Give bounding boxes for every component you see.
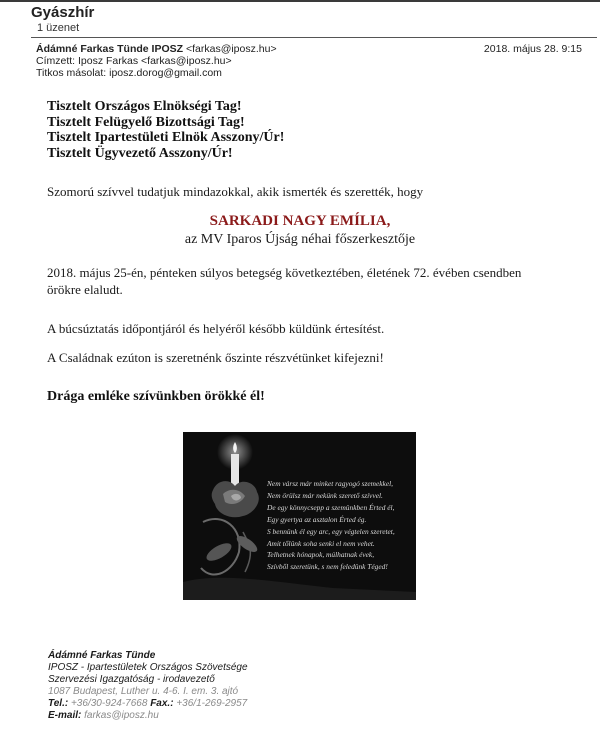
- death-notice-line: 2018. május 25-én, pénteken súlyos betegség következtében, életének 72. évében csendben: [47, 265, 522, 280]
- leaf-icon: [204, 540, 234, 564]
- poem-line: Egy gyertya az asztalon Érted ég.: [267, 514, 367, 524]
- memorial-card: [183, 432, 416, 600]
- header-divider: [31, 37, 597, 38]
- salutation-line: Tisztelt Felügyelő Bizottsági Tag!: [47, 114, 245, 130]
- sender-address[interactable]: <farkas@iposz.hu>: [183, 43, 277, 55]
- signature-organization: IPOSZ - Ipartestületek Országos Szövetsége: [48, 662, 248, 673]
- memorial-poem: [267, 478, 413, 573]
- deceased-role: az MV Iparos Újság néhai főszerkesztője: [184, 232, 416, 247]
- deceased-name: SARKADI NAGY EMÍLIA,: [209, 213, 391, 229]
- closing-line: Drága emléke szívünkben örökké él!: [47, 389, 265, 404]
- email-address-link[interactable]: farkas@iposz.hu: [81, 710, 159, 721]
- poem-line: Telhetnek hónapok, múlhatnak évek,: [267, 550, 375, 560]
- signature-address: 1087 Budapest, Luther u. 4-6. I. em. 3. ajtó: [48, 686, 239, 697]
- death-notice-line: örökre elaludt.: [47, 282, 123, 297]
- email-subject: Gyászhír: [31, 4, 95, 21]
- card-shadow: [183, 578, 416, 600]
- salutation-block: [47, 99, 284, 161]
- fax-number: +36/1-269-2957: [173, 698, 248, 709]
- signature-email-line: [48, 710, 159, 721]
- sender-name: Ádámné Farkas Tünde IPOSZ: [36, 43, 184, 55]
- sender-line: [36, 43, 277, 55]
- phone-label: Tel.:: [48, 698, 69, 709]
- funeral-notice: A búcsúztatás időpontjáról és helyéről később küldünk értesítést.: [47, 321, 385, 336]
- phone-number[interactable]: +36/30-924-7668: [68, 698, 148, 709]
- poem-line: S bennünk él egy arc, egy végtelen szeretet,: [267, 526, 395, 536]
- salutation-line: Tisztelt Ipartestületi Elnök Asszony/Úr!: [47, 130, 285, 145]
- signature-name: Ádámné Farkas Tünde: [48, 650, 156, 661]
- poem-line: De egy könnycsepp a szemünkben Érted él,: [267, 502, 395, 512]
- poem-line: Amit tőlünk soha senki el nem vehet.: [267, 538, 375, 548]
- condolence-line: A Családnak ezúton is szeretnénk őszinte részvétünket kifejezni!: [47, 350, 384, 365]
- poem-line: Nem vársz már minket ragyogó szemekkel,: [267, 479, 394, 488]
- salutation-line: Tisztelt Országos Elnökségi Tag!: [47, 99, 242, 114]
- signature-department: Szervezési Igazgatóság - irodavezető: [48, 674, 215, 685]
- top-rule: [0, 0, 600, 2]
- bcc-line: Titkos másolat: iposz.dorog@gmail.com: [36, 67, 222, 79]
- signature-phone-line: [48, 698, 247, 709]
- message-count: 1 üzenet: [37, 22, 80, 34]
- intro-paragraph: Szomorú szívvel tudatjuk mindazokkal, akik ismerték és szerették, hogy: [47, 184, 424, 199]
- poem-line: Szívből szeretünk, s nem feledünk Téged!: [267, 562, 388, 572]
- poem-line: Nem örülsz már nekünk szerető szívvel.: [267, 490, 383, 500]
- recipient-line: Címzett: Iposz Farkas <farkas@iposz.hu>: [36, 55, 232, 67]
- salutation-line: Tisztelt Ügyvezető Asszony/Úr!: [47, 145, 233, 161]
- fax-label: Fax.:: [147, 698, 174, 709]
- email-date: 2018. május 28. 9:15: [483, 43, 582, 55]
- email-label: E-mail:: [48, 710, 82, 721]
